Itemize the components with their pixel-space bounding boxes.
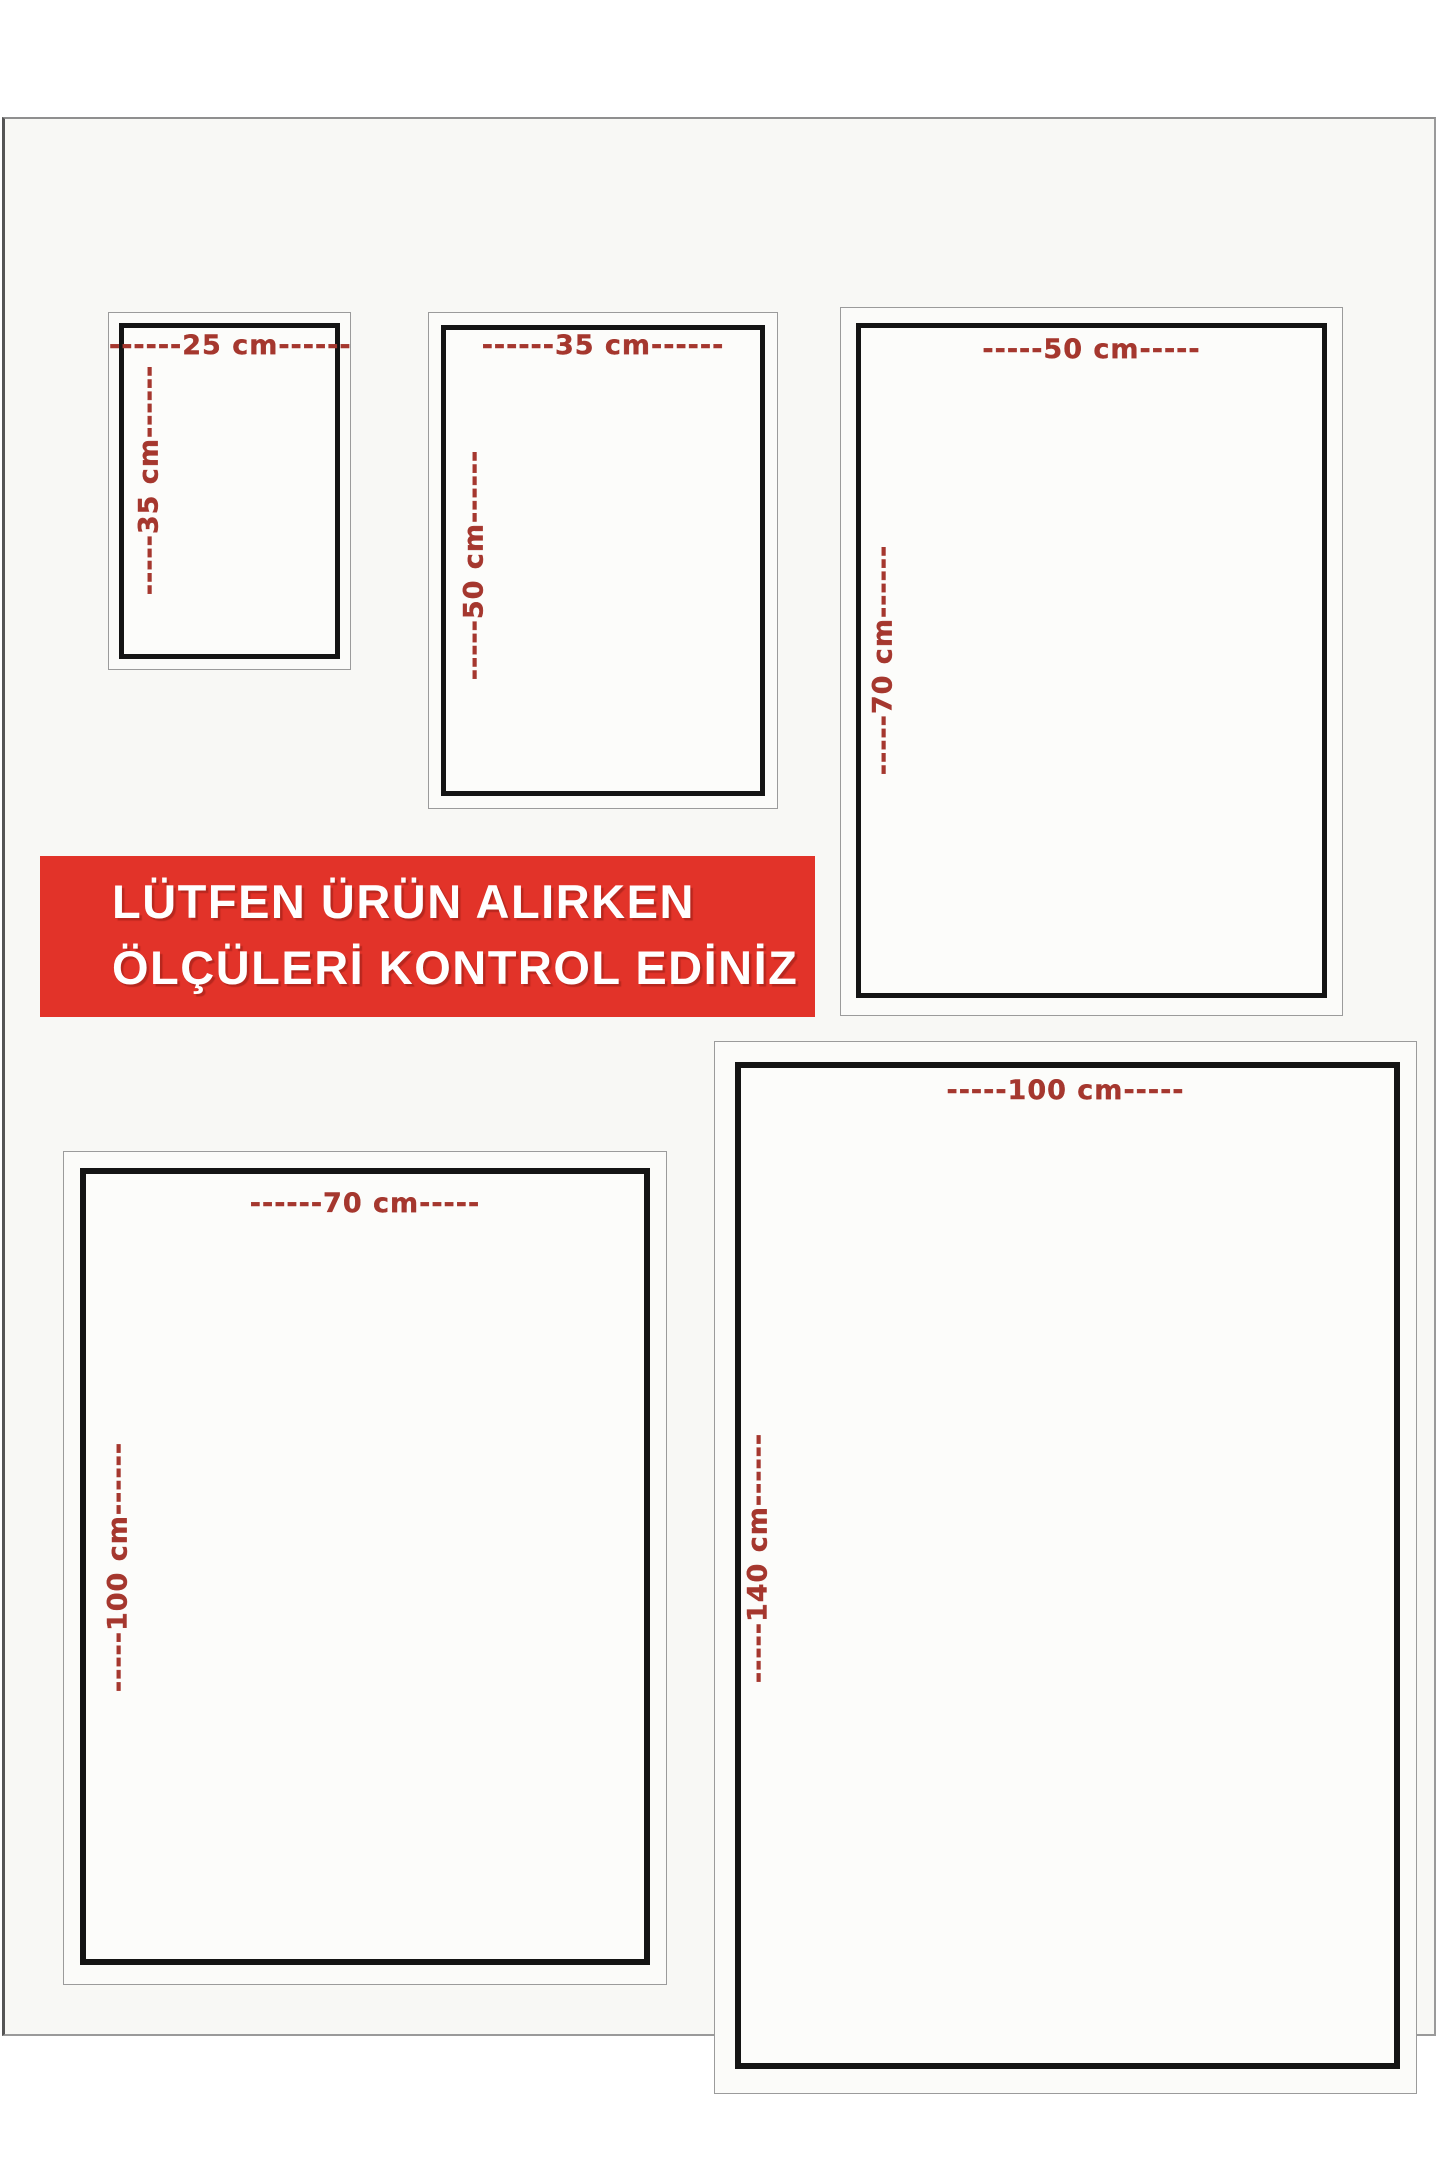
width-dimension-label: ------35 cm------ — [481, 330, 725, 361]
size-rect-70x100 — [80, 1168, 650, 1965]
height-dimension-label: -----70 cm------ — [867, 544, 899, 776]
size-frame-70x100 — [63, 1151, 667, 1985]
size-frame-35x50 — [428, 312, 778, 809]
height-dimension-label: -----35 cm------ — [133, 364, 165, 596]
warning-banner — [40, 856, 815, 1017]
flyer-scan-area — [2, 117, 1436, 2036]
size-frame-50x70 — [840, 307, 1343, 1016]
size-frame-100x140 — [714, 1041, 1417, 2094]
height-dimension-label: -----140 cm------ — [742, 1432, 774, 1684]
size-rect-35x50 — [441, 325, 765, 796]
width-dimension-label: ------25 cm------ — [109, 330, 352, 361]
width-dimension-label: -----50 cm----- — [982, 334, 1201, 365]
warning-banner-line2: ÖLÇÜLERİ KONTROL EDİNİZ — [112, 941, 799, 994]
width-dimension-label: -----100 cm----- — [946, 1075, 1185, 1106]
size-frame-25x35 — [108, 312, 351, 670]
warning-banner-line1: LÜTFEN ÜRÜN ALIRKEN — [112, 875, 695, 928]
size-rect-100x140 — [735, 1062, 1400, 2069]
size-rect-50x70 — [856, 323, 1327, 998]
width-dimension-label: ------70 cm----- — [249, 1188, 481, 1219]
height-dimension-label: -----50 cm------ — [458, 449, 490, 681]
height-dimension-label: -----100 cm------ — [102, 1441, 134, 1693]
